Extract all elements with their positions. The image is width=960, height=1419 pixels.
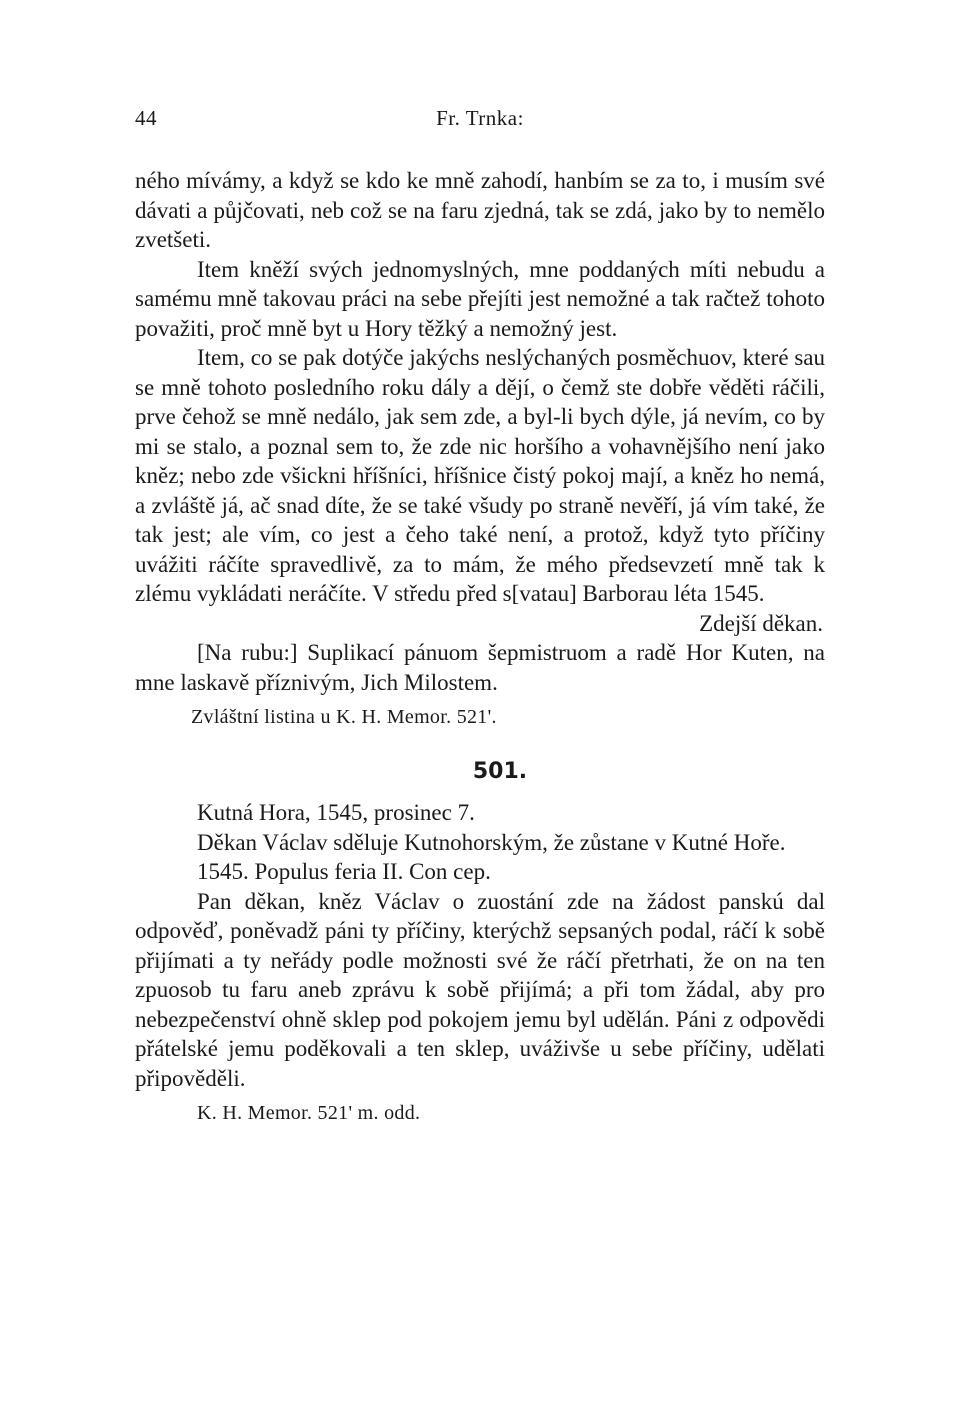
- paragraph: Item, co se pak dotýče jakýchs neslýchaných posměchuov, které sau se mně tohoto posledního roku dály a dějí, o čemž ste dobře věděti ráčili, prve čehož se mně nedálo, jak sem zde, a byl-li bych dýle, já nevím, co by mi se stalo, a poznal sem to, že zde nic horšího a vohavnějšího není jako kněz; nebo zde všickni hříšníci, hříšnice čistý pokoj mají, a kněz ho nemá, a zvláště já, ač snad díte, že se také všudy po straně nevěří, já vím také, že tak jest; ale vím, co jest a čeho také není, a protož, když tyto příčiny uvážiti ráčíte spravedlivě, za to mám, že mého předsevzetí mně tak k zlému vykládati neráčíte. V středu před s[vatau] Barborau léta 1545.: [135, 345, 825, 606]
- page-body: [135, 166, 825, 1129]
- source-citation: Zvláštní listina u K. H. Memor. 521'.: [191, 706, 497, 728]
- dateline: 1545. Populus feria II. Con cep.: [197, 859, 491, 884]
- paragraph: Item kněží svých jednomyslných, mne poddaných míti nebudu a samému mně takovau práci na sebe přejíti jest nemožné a tak račtež tohoto považiti, proč mně byt u Hory těžký a nemožný jest.: [135, 256, 825, 341]
- paragraph: ného mívámy, a když se kdo ke mně zahodí, hanbím se za to, i musím své dávati a půjčovati, neb což se na faru zjedná, tak se zdá, jako by to nemělo zvetšeti.: [135, 168, 825, 252]
- paragraph: Pan děkan, kněz Václav o zuostání zde na žádost panskú dal odpověď, poněvadž páni ty příčiny, kterýchž sepsaných podal, ráčí k sobě přijímati a ty neřády podle možnosti své že ráčí přetrhati, že on na ten zpuosob tu faru aneb zprávu k sobě přijímá; a při tom žádal, aby pro nebezpečenství ohně sklep pod pokojem jemu byl udělán. Páni z odpovědi přátelské jemu poděkovali a ten sklep, uváživše u sebe příčiny, udělati připověděli.: [135, 888, 825, 1091]
- signature: Zdejší děkan.: [699, 610, 823, 636]
- place-date: Kutná Hora, 1545, prosinec 7.: [197, 800, 475, 825]
- source-citation: K. H. Memor. 521' m. odd.: [197, 1102, 421, 1124]
- summary: Děkan Václav sděluje Kutnohorským, že zůstane v Kutné Hoře.: [197, 829, 786, 855]
- page-number: 44: [135, 106, 157, 130]
- document-number: 501.: [472, 758, 528, 784]
- address-note: [Na rubu:] Suplikací pánuom šepmistruom a radě Hor Kuten, na mne laskavě příznivým, Jich Milostem.: [135, 640, 825, 695]
- running-title: Fr. Trnka:: [436, 106, 524, 130]
